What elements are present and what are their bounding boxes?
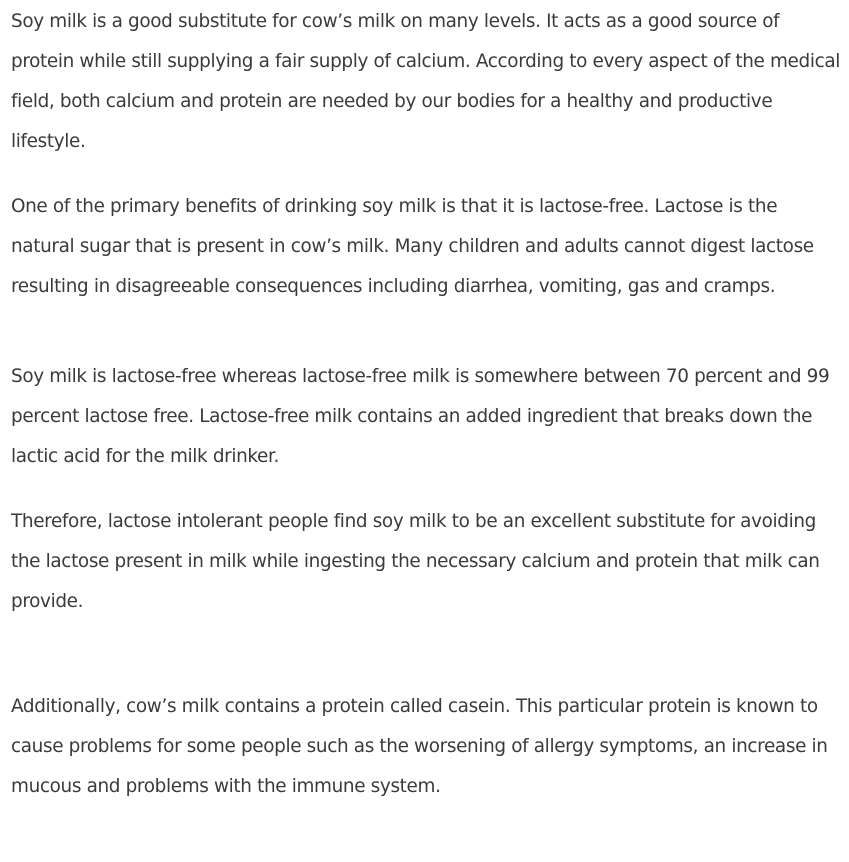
paragraph-spacer <box>11 622 841 687</box>
article-body <box>11 2 841 807</box>
article-paragraph: Additionally, cow’s milk contains a protein called casein. This particular protein is known to cause problems for some people such as the worsening of allergy symptoms, an increase in mucous and problems with the immune system. <box>11 696 828 797</box>
article-paragraph: Soy milk is lactose-free whereas lactose-free milk is somewhere between 70 percent and 99 percent lactose free. Lactose-free milk contains an added ingredient that breaks down the lactic acid for the milk drinker. <box>11 366 830 467</box>
paragraph-spacer <box>11 162 841 187</box>
article-paragraph: Soy milk is a good substitute for cow’s milk on many levels. It acts as a good source of protein while still supplying a fair supply of calcium. According to every aspect of the medical field, both calcium and protein are needed by our bodies for a healthy and productive lifestyle. <box>11 11 841 152</box>
article-paragraph: One of the primary benefits of drinking soy milk is that it is lactose-free. Lactose is the natural sugar that is present in cow’s milk. Many children and adults cannot digest lactose resulting in disagreeable consequences including diarrhea, vomiting, gas and cramps. <box>11 196 814 297</box>
article-paragraph: Therefore, lactose intolerant people find soy milk to be an excellent substitute for avoiding the lactose present in milk while ingesting the necessary calcium and protein that milk can provide. <box>11 511 820 612</box>
paragraph-spacer <box>11 307 841 357</box>
paragraph-spacer <box>11 477 841 502</box>
